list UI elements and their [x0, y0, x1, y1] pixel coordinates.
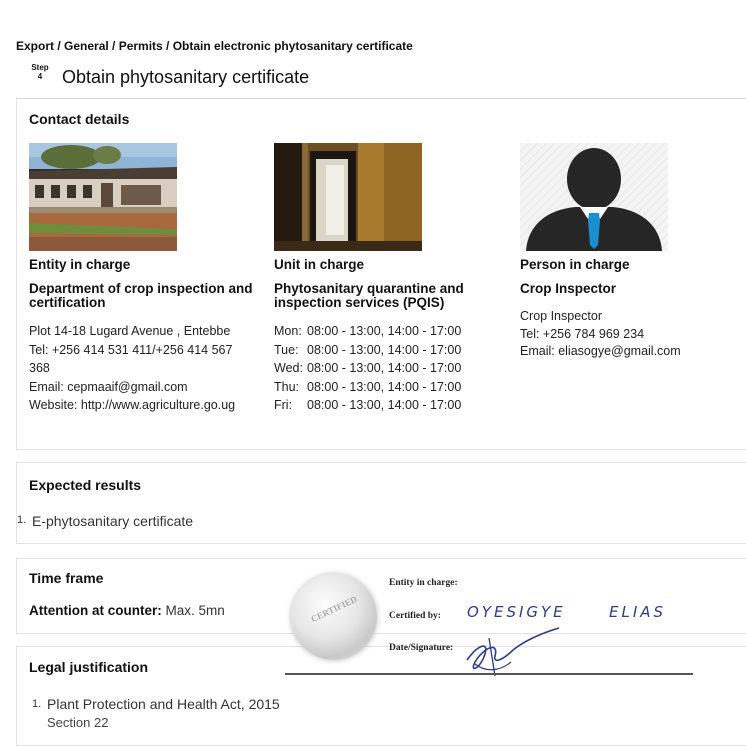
hours-day: Fri:: [274, 398, 293, 412]
results-heading: Expected results: [29, 477, 142, 493]
stamp-date-label: Date/Signature:: [389, 643, 454, 653]
person-phone: Tel: +256 784 969 234: [520, 326, 645, 341]
hours-day: Thu:: [274, 379, 300, 394]
legal-item-section: Section 22: [47, 715, 109, 730]
person-avatar: [520, 143, 668, 251]
result-item: E-phytosanitary certificate: [32, 513, 194, 529]
entity-name: Department of crop inspection and certification: [29, 281, 253, 310]
hours-time: 08:00 - 13:00, 14:00 - 17:00: [307, 379, 462, 394]
person-name: Crop Inspector: [520, 281, 617, 296]
hours-time: 08:00 - 13:00, 14:00 - 17:00: [307, 342, 462, 357]
certification-stamp: [285, 570, 705, 680]
hours-time: 08:00 - 13:00, 14:00 - 17:00: [307, 398, 462, 412]
legal-item[interactable]: Plant Protection and Health Act, 2015: [47, 696, 280, 712]
legal-heading: Legal justification: [29, 659, 149, 675]
hours-row: [274, 322, 504, 341]
person-column: [520, 143, 746, 361]
hours-day: Wed:: [274, 361, 303, 375]
expected-results-panel: [16, 462, 746, 544]
person-contact-info: [520, 308, 746, 361]
hours-row: [274, 378, 504, 397]
attention-label: Attention at counter:: [29, 603, 162, 618]
handwritten-surname: ELIAS: [609, 603, 667, 621]
hours-time: 08:00 - 13:00, 14:00 - 17:00: [307, 324, 462, 338]
attention-value: Max. 5mn: [165, 603, 225, 618]
person-role-label: Person in charge: [520, 257, 630, 272]
hours-day: Mon:: [274, 324, 302, 338]
stamp-certified-label: Certified by:: [389, 611, 441, 621]
person-title: Crop Inspector: [520, 309, 602, 323]
embossed-seal: [291, 574, 377, 660]
entity-email[interactable]: Email: cepmaaif@gmail.com: [29, 379, 188, 394]
hours-time: 08:00 - 13:00, 14:00 - 17:00: [307, 361, 462, 375]
entity-role-label: Entity in charge: [29, 257, 131, 272]
entity-contact-info: [29, 322, 259, 415]
hours-row: [274, 341, 504, 360]
entity-column: [29, 143, 259, 415]
result-number: 1.: [17, 514, 27, 526]
attention-row: [29, 603, 225, 618]
breadcrumb[interactable]: Export / General / Permits / Obtain electronic phytosanitary certificate: [16, 39, 413, 53]
page-title: Obtain phytosanitary certificate: [62, 67, 310, 87]
stamp-entity-label: Entity in charge:: [389, 578, 458, 588]
step-badge: [29, 63, 51, 81]
entity-address: Plot 14-18 Lugard Avenue , Entebbe: [29, 324, 231, 338]
entity-building-photo: [29, 143, 177, 251]
seal-text: CERTIFIED: [309, 593, 359, 625]
contact-details-panel: [16, 99, 746, 450]
entity-phone: Tel: +256 414 531 411/+256 414 567: [29, 342, 233, 357]
signature-line: [285, 673, 693, 675]
entity-website[interactable]: Website: http://www.agriculture.go.ug: [29, 398, 236, 412]
contact-heading: Contact details: [29, 111, 130, 127]
unit-role-label: Unit in charge: [274, 257, 365, 272]
unit-office-photo: [274, 143, 422, 251]
unit-column: [274, 143, 504, 415]
hours-row: [274, 359, 504, 378]
legal-number: 1.: [32, 698, 42, 710]
unit-opening-hours: [274, 322, 504, 415]
handwritten-firstname: OYESIGYE: [467, 603, 566, 621]
entity-phone-cont: 368: [29, 361, 50, 375]
step-number: 4: [37, 72, 43, 81]
hours-day: Tue:: [274, 342, 299, 357]
unit-name: Phytosanitary quarantine and inspection services (PQIS): [274, 281, 464, 310]
hours-row: [274, 396, 504, 415]
signature-scribble: [455, 620, 575, 680]
step-label: Step: [31, 63, 49, 72]
person-email[interactable]: Email: eliasogye@gmail.com: [520, 344, 681, 358]
timeframe-heading: Time frame: [29, 570, 104, 586]
